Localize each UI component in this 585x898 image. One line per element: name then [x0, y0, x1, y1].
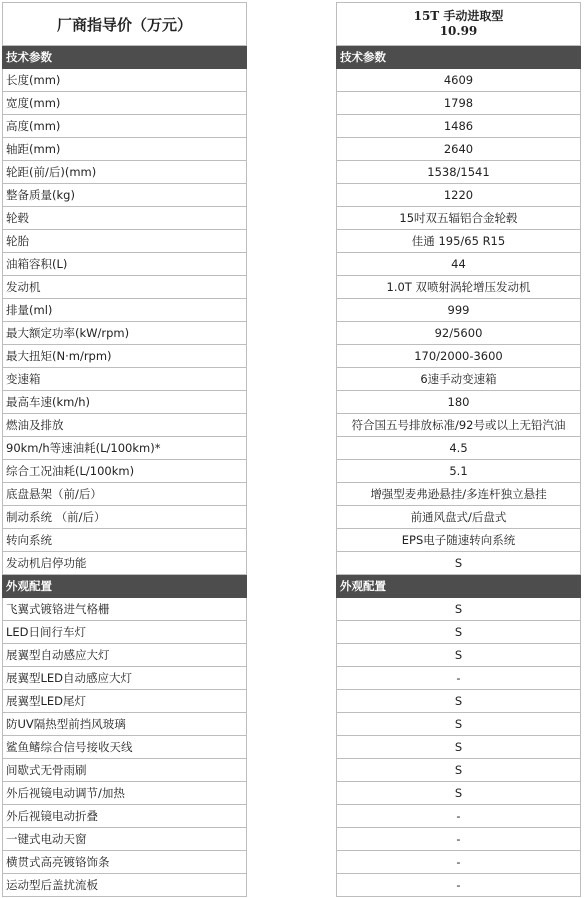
spec-value: 符合国五号排放标准/92号或以上无铅汽油	[336, 414, 581, 437]
spec-value: S	[336, 759, 581, 782]
price-header-label: 厂商指导价（万元）	[56, 15, 192, 34]
spec-value: 2640	[336, 138, 581, 161]
price-header	[2, 2, 247, 46]
spec-label: 综合工况油耗(L/100km)	[2, 460, 247, 483]
spec-value: 170/2000-3600	[336, 345, 581, 368]
spec-values-column	[336, 2, 581, 897]
spec-value: EPS电子随速转向系统	[336, 529, 581, 552]
spec-label: 发动机启停功能	[2, 552, 247, 575]
spec-label: 轮毂	[2, 207, 247, 230]
spec-value: S	[336, 690, 581, 713]
spec-label: 长度(mm)	[2, 69, 247, 92]
spec-label: 轮距(前/后)(mm)	[2, 161, 247, 184]
spec-label: 展翼型LED尾灯	[2, 690, 247, 713]
spec-value: S	[336, 713, 581, 736]
spec-label: 燃油及排放	[2, 414, 247, 437]
spec-label: 制动系统 （前/后）	[2, 506, 247, 529]
spec-value: S	[336, 644, 581, 667]
section-header: 技术参数	[2, 46, 247, 69]
spec-label: 轮胎	[2, 230, 247, 253]
spec-value: 15吋双五辐铝合金轮毂	[336, 207, 581, 230]
spec-label: 高度(mm)	[2, 115, 247, 138]
spec-value: 999	[336, 299, 581, 322]
spec-value: 前通风盘式/后盘式	[336, 506, 581, 529]
spec-label: 90km/h等速油耗(L/100km)*	[2, 437, 247, 460]
spec-label: 排量(ml)	[2, 299, 247, 322]
spec-label: LED日间行车灯	[2, 621, 247, 644]
spec-label: 宽度(mm)	[2, 92, 247, 115]
value-rows	[336, 46, 581, 897]
spec-label: 展翼型LED自动感应大灯	[2, 667, 247, 690]
spec-value: 1220	[336, 184, 581, 207]
spec-value: 180	[336, 391, 581, 414]
spec-label: 飞翼式镀铬进气格栅	[2, 598, 247, 621]
spec-value: S	[336, 782, 581, 805]
model-header	[336, 2, 581, 46]
spec-label: 鲨鱼鳍综合信号接收天线	[2, 736, 247, 759]
spec-value: 1798	[336, 92, 581, 115]
spec-labels-column	[2, 2, 247, 897]
spec-label: 横贯式高亮镀铬饰条	[2, 851, 247, 874]
spec-value: 1.0T 双喷射涡轮增压发动机	[336, 276, 581, 299]
spec-label: 外后视镜电动调节/加热	[2, 782, 247, 805]
spec-value: 1538/1541	[336, 161, 581, 184]
spec-value: 5.1	[336, 460, 581, 483]
section-header: 外观配置	[2, 575, 247, 598]
spec-value: 佳通 195/65 R15	[336, 230, 581, 253]
spec-value: -	[336, 828, 581, 851]
spec-label: 轴距(mm)	[2, 138, 247, 161]
spec-value: S	[336, 552, 581, 575]
spec-label: 油箱容积(L)	[2, 253, 247, 276]
spec-value: 6速手动变速箱	[336, 368, 581, 391]
label-rows	[2, 46, 247, 897]
spec-value: S	[336, 736, 581, 759]
spec-label: 最大额定功率(kW/rpm)	[2, 322, 247, 345]
spec-label: 转向系统	[2, 529, 247, 552]
spec-label: 展翼型自动感应大灯	[2, 644, 247, 667]
spec-value: -	[336, 851, 581, 874]
spec-value: 4.5	[336, 437, 581, 460]
section-header: 技术参数	[336, 46, 581, 69]
model-price: 10.99	[439, 24, 478, 38]
spec-value: 92/5600	[336, 322, 581, 345]
spec-label: 发动机	[2, 276, 247, 299]
spec-value: -	[336, 874, 581, 897]
spec-label: 底盘悬架（前/后）	[2, 483, 247, 506]
section-header: 外观配置	[336, 575, 581, 598]
spec-value: -	[336, 805, 581, 828]
spec-value: 增强型麦弗逊悬挂/多连杆独立悬挂	[336, 483, 581, 506]
spec-value: -	[336, 667, 581, 690]
spec-value: 4609	[336, 69, 581, 92]
spec-label: 防UV隔热型前挡风玻璃	[2, 713, 247, 736]
spec-label: 整备质量(kg)	[2, 184, 247, 207]
spec-label: 变速箱	[2, 368, 247, 391]
spec-label: 外后视镜电动折叠	[2, 805, 247, 828]
spec-label: 一键式电动天窗	[2, 828, 247, 851]
spec-value: 44	[336, 253, 581, 276]
spec-label: 最大扭矩(N·m/rpm)	[2, 345, 247, 368]
spec-value: S	[336, 621, 581, 644]
spec-label: 间歇式无骨雨刷	[2, 759, 247, 782]
spec-value: 1486	[336, 115, 581, 138]
model-name: 15T 手动进取型	[413, 9, 504, 23]
spec-label: 最高车速(km/h)	[2, 391, 247, 414]
spec-value: S	[336, 598, 581, 621]
spec-label: 运动型后盖扰流板	[2, 874, 247, 897]
